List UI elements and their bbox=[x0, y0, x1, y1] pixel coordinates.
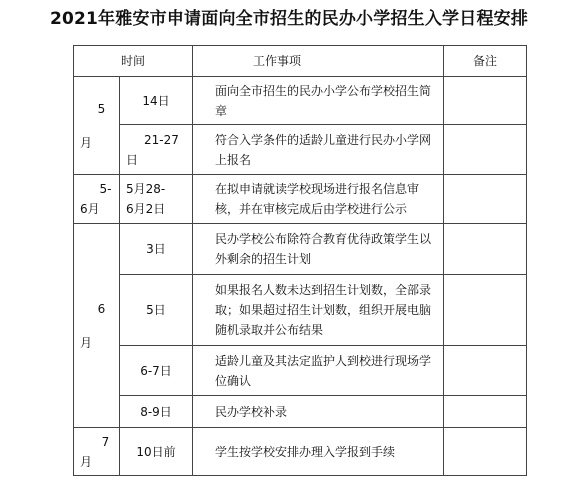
task-cell: 民办学校补录 bbox=[193, 396, 444, 428]
date-cell: 3日 bbox=[120, 224, 193, 275]
date-line: 日 bbox=[126, 152, 139, 167]
note-cell bbox=[444, 428, 527, 476]
task-cell: 在拟申请就读学校现场进行报名信息审核，并在审核完成后由学校进行公示 bbox=[193, 175, 444, 224]
task-cell: 面向全市招生的民办小学公布学校招生简章 bbox=[193, 77, 444, 125]
month-unit: 月 bbox=[80, 335, 93, 350]
table-header-row bbox=[74, 46, 527, 77]
date-cell: 6-7日 bbox=[120, 346, 193, 396]
task-cell: 符合入学条件的适龄儿童进行民办小学网上报名 bbox=[193, 125, 444, 175]
table-row bbox=[74, 77, 527, 125]
note-cell bbox=[444, 275, 527, 346]
month-cell-may bbox=[74, 77, 120, 175]
month-cell-july bbox=[74, 428, 120, 476]
table-row bbox=[74, 125, 527, 175]
header-note: 备注 bbox=[444, 46, 527, 77]
note-cell bbox=[444, 77, 527, 125]
note-cell bbox=[444, 125, 527, 175]
date-line: 21-27 bbox=[144, 132, 179, 147]
header-task: 工作事项 bbox=[193, 46, 444, 77]
date-cell: 14日 bbox=[120, 77, 193, 125]
date-cell: 8-9日 bbox=[120, 396, 193, 428]
task-cell: 如果报名人数未达到招生计划数，全部录取；如果超过招生计划数，组织开展电脑随机录取并公布结果 bbox=[193, 275, 444, 346]
month-number: 5 bbox=[97, 101, 106, 116]
month-unit: 月 bbox=[80, 135, 93, 150]
table-row bbox=[74, 224, 527, 275]
month-unit: 月 bbox=[80, 454, 93, 469]
date-cell: 5日 bbox=[120, 275, 193, 346]
schedule-table bbox=[73, 45, 527, 476]
month-unit: 6月 bbox=[80, 202, 100, 216]
month-cell-june bbox=[74, 224, 120, 428]
month-number: 6 bbox=[97, 301, 106, 316]
month-number: 5- bbox=[99, 182, 112, 196]
table-row bbox=[74, 275, 527, 346]
table-row bbox=[74, 396, 527, 428]
table-row bbox=[74, 428, 527, 476]
month-cell-may-june bbox=[74, 175, 120, 224]
task-cell: 学生按学校安排办理入学报到手续 bbox=[193, 428, 444, 476]
header-time: 时间 bbox=[74, 46, 193, 77]
task-cell: 适龄儿童及其法定监护人到校进行现场学位确认 bbox=[193, 346, 444, 396]
date-cell bbox=[120, 175, 193, 224]
note-cell bbox=[444, 346, 527, 396]
task-cell: 民办学校公布除符合教育优待政策学生以外剩余的招生计划 bbox=[193, 224, 444, 275]
note-cell bbox=[444, 224, 527, 275]
note-cell bbox=[444, 175, 527, 224]
note-cell bbox=[444, 396, 527, 428]
date-line: 5月28- bbox=[126, 182, 166, 196]
page-title: 2021年雅安市申请面向全市招生的民办小学招生入学日程安排 bbox=[49, 9, 529, 29]
date-cell: 10日前 bbox=[120, 428, 193, 476]
date-cell bbox=[120, 125, 193, 175]
table-row bbox=[74, 175, 527, 224]
month-number: 7 bbox=[101, 434, 110, 449]
table-row bbox=[74, 346, 527, 396]
date-line: 6月2日 bbox=[126, 202, 166, 216]
